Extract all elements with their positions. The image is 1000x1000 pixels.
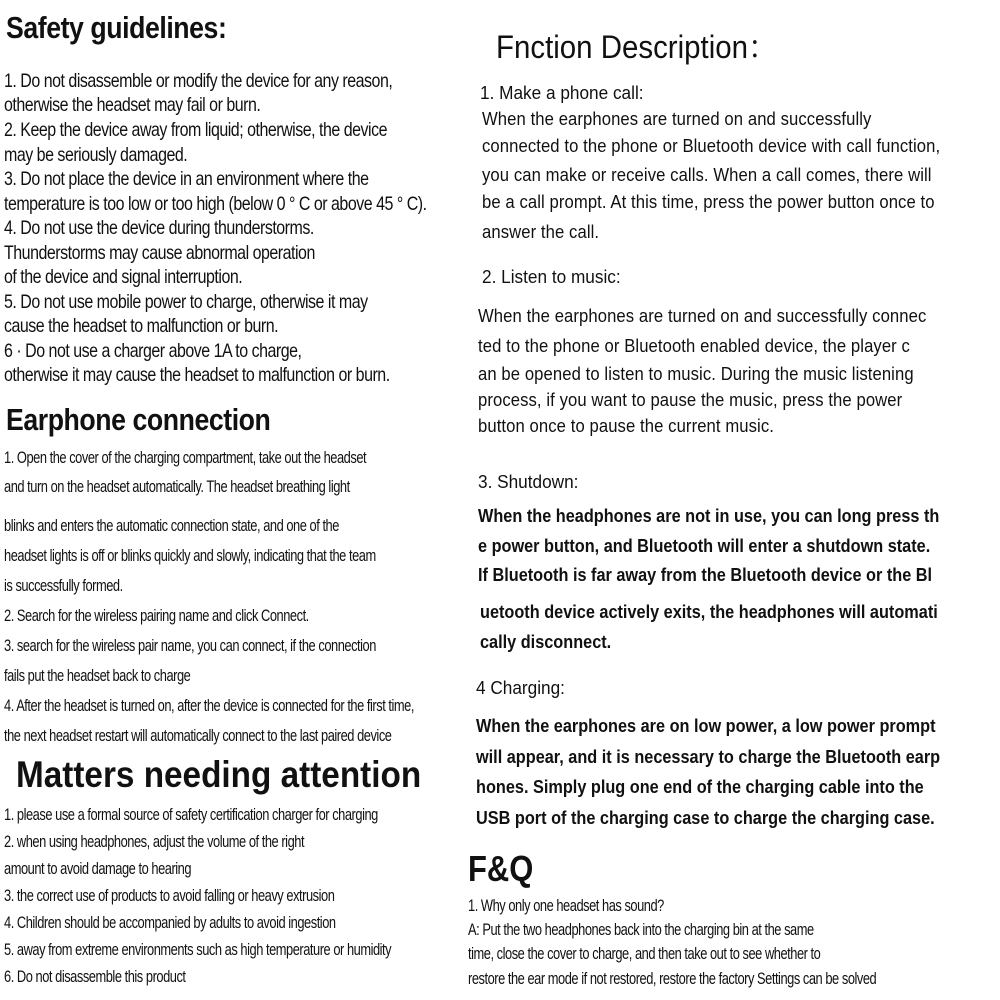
safety-line: 6 · Do not use a charger above 1A to charge, [4, 340, 302, 362]
attention-line: 6. Do not disassemble this product [4, 968, 186, 986]
shutdown-heading: 3. Shutdown: [478, 471, 579, 492]
connection-line: 1. Open the cover of the charging compartment, take out the headset [4, 449, 367, 467]
shutdown-line: uetooth device actively exits, the headphones will automati [480, 601, 938, 622]
faq-line: A: Put the two headphones back into the charging bin at the same [468, 921, 814, 939]
safety-line: of the device and signal interruption. [4, 266, 243, 288]
safety-line: 2. Keep the device away from liquid; otherwise, the device [4, 119, 387, 141]
attention-title: Matters needing attention [16, 754, 422, 795]
music-line: When the earphones are turned on and successfully connec [478, 305, 927, 326]
connection-line: fails put the headset back to charge [4, 667, 191, 685]
music-line: process, if you want to pause the music, press the power [478, 389, 903, 410]
connection-line: blinks and enters the automatic connection state, and one of the [4, 517, 339, 535]
attention-line: 5. away from extreme environments such as high temperature or humidity [4, 941, 392, 959]
faq-title: F&Q [468, 848, 534, 889]
charging-line: USB port of the charging case to charge the charging case. [476, 807, 935, 828]
connection-line: 2. Search for the wireless pairing name and click Connect. [4, 607, 309, 625]
music-line: an be opened to listen to music. During the music listening [478, 363, 914, 384]
shutdown-line: When the headphones are not in use, you can long press th [478, 505, 940, 526]
safety-line: otherwise the headset may fail or burn. [4, 94, 261, 116]
safety-line: otherwise it may cause the headset to malfunction or burn. [4, 364, 390, 386]
music-heading: 2. Listen to music: [482, 266, 621, 287]
safety-line: 3. Do not place the device in an environment where the [4, 168, 369, 190]
safety-line: 1. Do not disassemble or modify the device for any reason, [4, 70, 393, 92]
attention-line: 4. Children should be accompanied by adults to avoid ingestion [4, 914, 336, 932]
call-heading: 1. Make a phone call: [480, 82, 644, 103]
music-line: button once to pause the current music. [478, 415, 774, 436]
safety-line: cause the headset to malfunction or burn. [4, 315, 279, 337]
call-line: When the earphones are turned on and successfully [482, 108, 872, 129]
shutdown-line: e power button, and Bluetooth will enter a shutdown state. [478, 535, 931, 556]
charging-heading: 4 Charging: [476, 677, 565, 698]
call-line: you can make or receive calls. When a call comes, there will [482, 164, 932, 185]
shutdown-line: cally disconnect. [480, 631, 612, 652]
safety-line: may be seriously damaged. [4, 144, 188, 166]
charging-line: When the earphones are on low power, a low power prompt [476, 715, 936, 736]
faq-line: time, close the cover to charge, and then take out to see whether to [468, 945, 821, 963]
safety-line: 5. Do not use mobile power to charge, otherwise it may [4, 291, 368, 313]
shutdown-line: If Bluetooth is far away from the Bluetooth device or the Bl [478, 564, 933, 585]
attention-line: 3. the correct use of products to avoid falling or heavy extrusion [4, 887, 335, 905]
connection-line: is successfully formed. [4, 577, 123, 595]
attention-line: amount to avoid damage to hearing [4, 860, 192, 878]
safety-line: 4. Do not use the device during thunderstorms. [4, 217, 314, 239]
music-line: ted to the phone or Bluetooth enabled device, the player c [478, 335, 910, 356]
connection-line: the next headset restart will automatically connect to the last paired device [4, 727, 392, 745]
call-line: answer the call. [482, 221, 600, 242]
safety-line: Thunderstorms may cause abnormal operation [4, 242, 315, 264]
connection-title: Earphone connection [6, 402, 271, 437]
connection-line: and turn on the headset automatically. The headset breathing light [4, 478, 350, 496]
faq-line: restore the ear mode if not restored, restore the factory Settings can be solved [468, 970, 877, 988]
attention-line: 2. when using headphones, adjust the volume of the right [4, 833, 305, 851]
safety-line: temperature is too low or too high (below 0 ° C or above 45 ° C). [4, 193, 427, 215]
attention-line: 1. please use a formal source of safety certification charger for charging [4, 806, 378, 824]
charging-line: will appear, and it is necessary to charge the Bluetooth earp [476, 746, 941, 767]
connection-line: headset lights is off or blinks quickly and slowly, indicating that the team [4, 547, 376, 565]
call-line: be a call prompt. At this time, press the power button once to [482, 191, 935, 212]
call-line: connected to the phone or Bluetooth device with call function, [482, 135, 941, 156]
connection-line: 4. After the headset is turned on, after the device is connected for the first time, [4, 697, 414, 715]
connection-line: 3. search for the wireless pair name, you can connect, if the connection [4, 637, 376, 655]
function-title: Fnction Description： [496, 29, 778, 65]
charging-line: hones. Simply plug one end of the charging cable into the [476, 776, 924, 797]
safety-title: Safety guidelines: [6, 10, 227, 45]
faq-line: 1. Why only one headset has sound? [468, 897, 664, 915]
